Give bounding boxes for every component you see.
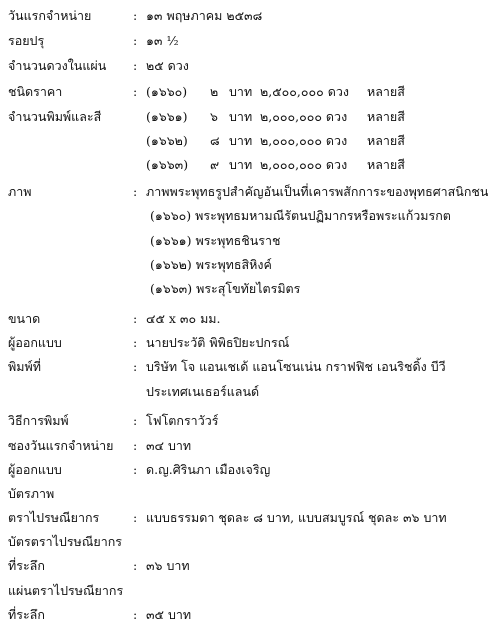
- label-perforation: รอยปรุ: [8, 33, 45, 48]
- colon: :: [133, 359, 138, 374]
- value-stamps-set: แบบธรรมดา ชุดละ ๘ บาท, แบบสมบูรณ์ ชุดละ ๓๖ บาท: [146, 510, 447, 525]
- colon: :: [133, 8, 138, 23]
- stamp-color: หลายสี: [367, 109, 405, 124]
- stamp-quantity: ๒,๐๐๐,๐๐๐ ดวง: [260, 157, 348, 172]
- value-stamps-per-sheet: ๒๕ ดวง: [146, 58, 189, 73]
- label-fdc: ซองวันแรกจำหน่าย: [8, 438, 114, 453]
- colon: :: [133, 184, 138, 199]
- stamp-quantity: ๒,๐๐๐,๐๐๐ ดวง: [260, 109, 348, 124]
- stamp-price: ๒: [210, 84, 219, 99]
- row-design-item: [0, 235, 454, 257]
- stamp-code: (๑๖๖๐): [146, 84, 188, 99]
- value-perforation: ๑๓ ½: [146, 33, 179, 48]
- value-printing-method: โฟโตกราวัวร์: [146, 413, 219, 428]
- row-first-day: [0, 10, 454, 32]
- colon: :: [133, 311, 138, 326]
- stamp-code: (๑๖๖๑): [146, 109, 188, 124]
- value-printer-country: ประเทศเนเธอร์แลนด์: [146, 384, 260, 399]
- colon: :: [133, 462, 138, 477]
- row-souvenir-sheet: [0, 585, 454, 607]
- row-fdc: [0, 440, 454, 462]
- value-maximum-card: ๓๖ บาท: [146, 558, 190, 573]
- stamp-unit: บาท: [229, 84, 253, 99]
- row-stamp-1662: [0, 135, 454, 157]
- label-stamps-set: ตราไปรษณียากร: [8, 510, 100, 525]
- value-design: ภาพพระพุทธรูปสำคัญอันเป็นที่เคารพสักการะของพุทธศาสนิกชน: [146, 184, 488, 199]
- design-item-1660: (๑๖๖๐) พระพุทธมหามณีรัตนปฏิมากรหรือพระแก้วมรกต: [150, 208, 451, 223]
- label-design: ภาพ: [8, 184, 32, 199]
- design-item-1663: (๑๖๖๓) พระสุโขทัยไตรมิตร: [150, 281, 301, 296]
- label-first-day: วันแรกจำหน่าย: [8, 8, 92, 23]
- colon: :: [133, 58, 138, 73]
- value-size: ๔๕ x ๓๐ มม.: [146, 311, 221, 326]
- colon: :: [133, 84, 138, 99]
- row-size: [0, 313, 454, 335]
- colon: :: [133, 607, 138, 622]
- design-item-1662: (๑๖๖๒) พระพุทธสิหิงค์: [150, 257, 272, 272]
- label-souvenir: ที่ระลึก: [8, 558, 45, 573]
- label-souvenir-sheet: แผ่นตราไปรษณียากร: [8, 583, 124, 598]
- stamp-color: หลายสี: [367, 157, 405, 172]
- design-item-1661: (๑๖๖๑) พระพุทธชินราช: [150, 233, 281, 248]
- row-stamp-1663: [0, 159, 454, 181]
- stamp-color: หลายสี: [367, 133, 405, 148]
- row-card-designer: [0, 464, 454, 486]
- stamp-price: ๖: [210, 109, 218, 124]
- row-design-item: [0, 283, 454, 305]
- stamp-color: หลายสี: [367, 84, 405, 99]
- label-card-designer: ผู้ออกแบบ: [8, 462, 62, 477]
- label-souvenir: ที่ระลึก: [8, 607, 45, 622]
- label-size: ขนาด: [8, 311, 41, 326]
- stamp-unit: บาท: [229, 157, 253, 172]
- row-picture-card: [0, 488, 454, 510]
- row-design: [0, 184, 488, 208]
- value-fdc: ๓๔ บาท: [146, 438, 192, 453]
- colon: :: [133, 510, 138, 525]
- stamp-quantity: ๒,๕๐๐,๐๐๐ ดวง: [260, 84, 350, 99]
- label-printer: พิมพ์ที่: [8, 359, 41, 374]
- row-designer: [0, 337, 454, 359]
- stamp-price: ๘: [210, 133, 220, 148]
- stamp-price: ๙: [210, 157, 220, 172]
- label-stamps-per-sheet: จำนวนดวงในแผ่น: [8, 58, 107, 73]
- label-denomination: ชนิดราคา: [8, 84, 63, 99]
- colon: :: [133, 558, 138, 573]
- colon: :: [133, 335, 138, 350]
- row-denomination: [0, 86, 454, 108]
- value-designer: นายประวัติ พิพิธปิยะปกรณ์: [146, 335, 290, 350]
- row-printer: [0, 361, 454, 383]
- value-souvenir-sheet: ๓๕ บาท: [146, 607, 192, 622]
- row-design-item: [0, 210, 454, 232]
- row-printer-country: [0, 386, 454, 408]
- stamp-unit: บาท: [229, 109, 253, 124]
- row-stamps-set: [0, 512, 454, 534]
- label-picture-card: บัตรภาพ: [8, 486, 55, 501]
- row-print-quantity: [0, 111, 454, 133]
- label-maximum-card: บัตรตราไปรษณียากร: [8, 534, 123, 549]
- row-maximum-card-souvenir: [0, 560, 454, 582]
- value-first-day: ๑๓ พฤษภาคม ๒๕๓๘: [146, 8, 263, 23]
- row-stamps-per-sheet: [0, 60, 454, 82]
- row-souvenir-sheet-price: [0, 609, 454, 631]
- stamp-unit: บาท: [229, 133, 253, 148]
- row-maximum-card: [0, 536, 454, 558]
- value-printer: บริษัท โจ แอนเชเด้ แอนโซนเน่น กราฟฟิช เอนริชดิ้ง บีวี: [146, 359, 446, 374]
- stamp-code: (๑๖๖๒): [146, 133, 188, 148]
- label-printing-method: วิธีการพิมพ์: [8, 413, 69, 428]
- value-card-designer: ด.ญ.ศิรินภา เมืองเจริญ: [146, 462, 271, 477]
- row-perforation: [0, 35, 454, 57]
- colon: :: [133, 33, 138, 48]
- stamp-quantity: ๒,๐๐๐,๐๐๐ ดวง: [260, 133, 348, 148]
- label-print-quantity: จำนวนพิมพ์และสี: [8, 109, 102, 124]
- colon: :: [133, 438, 138, 453]
- colon: :: [133, 413, 138, 428]
- stamp-code: (๑๖๖๓): [146, 157, 189, 172]
- row-design-item: [0, 259, 454, 281]
- label-designer: ผู้ออกแบบ: [8, 335, 62, 350]
- row-printing-method: [0, 415, 454, 437]
